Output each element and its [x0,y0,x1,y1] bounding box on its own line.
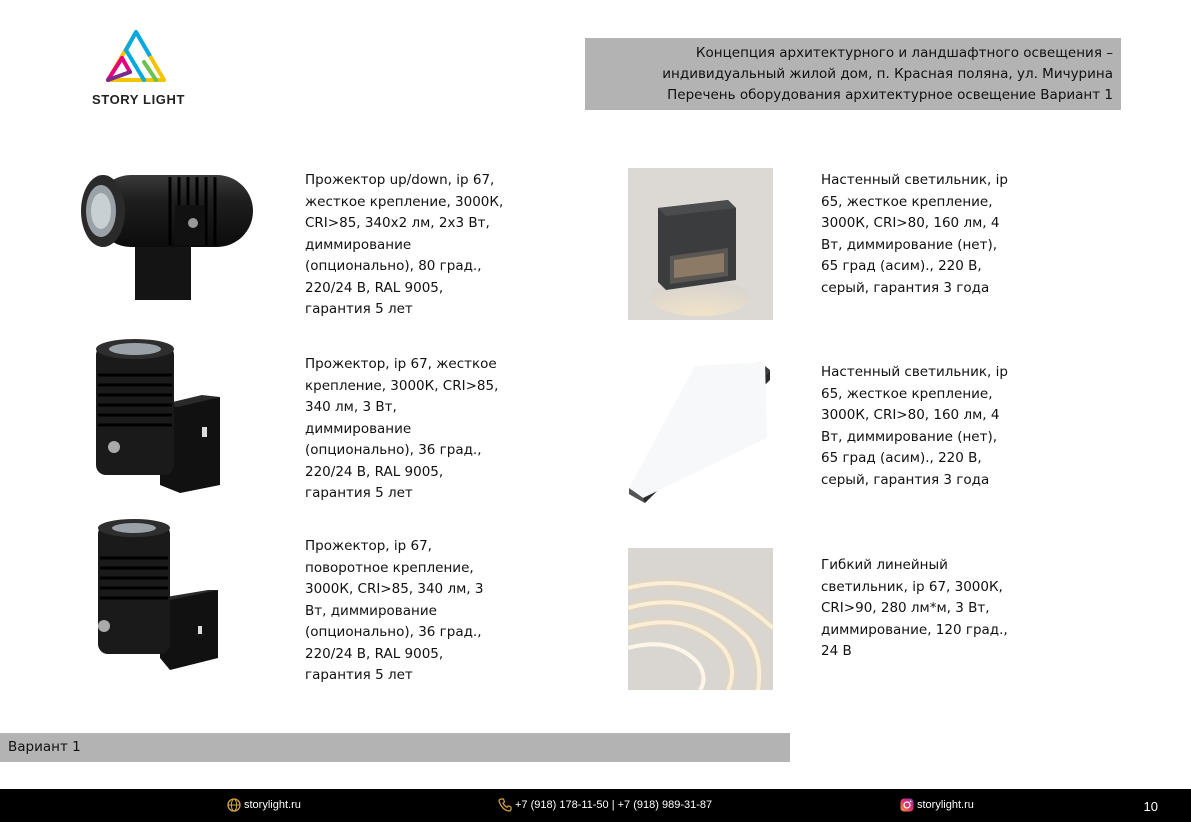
title-line: индивидуальный жилой дом, п. Красная поляна, ул. Мичурина [662,66,1113,82]
product-desc-line: гарантия 5 лет [305,301,413,317]
product-desc-line: Прожектор, ip 67, [305,538,432,554]
product-desc-line: жесткое крепление, 3000К, [305,193,504,210]
title-line: Перечень оборудования архитектурное освещение Вариант 1 [667,87,1113,103]
website-text: storylight.ru [244,799,301,811]
product-description [305,354,498,505]
instagram-text: storylight.ru [917,799,974,811]
product-desc-line: диммирование [305,236,412,253]
product-desc-line: поворотное крепление, [305,559,474,576]
product-description [821,555,1008,663]
product-description [305,170,503,321]
phone-icon [498,798,512,812]
product-desc-line: Прожектор, ip 67, жесткое [305,356,497,372]
footer [0,789,1191,822]
title-line: Концепция архитектурного и ландшафтного освещения – [695,45,1113,61]
product-desc-line: 3000К, CRI>80, 160 лм, 4 [821,215,1000,231]
variant-label: Вариант 1 [0,733,790,762]
product-desc-line: 3000К, CRI>80, 160 лм, 4 [821,407,1000,423]
product-desc-line: Прожектор up/down, ip 67, [305,172,495,188]
product-desc-line: (опционально), 36 град., [305,624,482,640]
brand-logo [90,28,190,108]
product-image-wall-light-step [628,168,773,320]
product-desc-line: CRI>90, 280 лм*м, 3 Вт, [821,600,990,616]
instagram-icon [900,798,914,812]
product-desc-line: 24 В [821,643,852,659]
footer-website-link[interactable] [227,798,301,812]
product-desc-line: Настенный светильник, ip [821,172,1008,188]
product-image-flex-linear-light [628,548,773,690]
product-desc-line: крепление, 3000К, CRI>85, [305,377,499,394]
product-desc-line: 340 лм, 3 Вт, [305,399,397,415]
product-desc-line: 220/24 В, RAL 9005, [305,463,444,480]
globe-icon [227,798,241,812]
product-desc-line: 65 град (асим)., 220 В, [821,258,982,274]
product-desc-line: гарантия 5 лет [305,667,413,683]
product-image-rotary-spotlight [90,518,230,678]
product-image-wall-light-square [625,358,775,503]
product-desc-line: светильник, ip 67, 3000К, [821,578,1003,595]
product-desc-line: Настенный светильник, ip [821,364,1008,380]
product-description [305,536,483,687]
page-number: 10 [1143,799,1158,814]
product-desc-line: Вт, диммирование [305,602,437,619]
product-desc-line: диммирование [305,420,412,437]
product-desc-line: 220/24 В, RAL 9005, [305,279,444,296]
product-desc-line: гарантия 5 лет [305,485,413,501]
product-desc-line: 65, жесткое крепление, [821,193,993,210]
product-desc-line: серый, гарантия 3 года [821,279,990,296]
phones-text: +7 (918) 178-11-50 | +7 (918) 989-31-87 [515,799,713,811]
product-image-box-spotlight [90,335,230,495]
product-desc-line: диммирование, 120 град., [821,621,1008,638]
product-desc-line: (опционально), 36 град., [305,442,482,458]
product-desc-line: 65 град (асим)., 220 В, [821,450,982,466]
footer-phones[interactable] [498,798,712,812]
logo-text: STORY LIGHT [92,92,186,107]
logo-triangle-icon [104,28,168,86]
document-title [585,38,1121,110]
product-desc-line: серый, гарантия 3 года [821,471,990,488]
product-desc-line: 3000К, CRI>85, 340 лм, 3 [305,581,484,597]
product-image-updown-spotlight [75,165,260,305]
product-desc-line: 65, жесткое крепление, [821,385,993,402]
product-desc-line: Вт, диммирование (нет), [821,428,998,445]
product-desc-line: Гибкий линейный [821,557,948,573]
product-desc-line: 220/24 В, RAL 9005, [305,645,444,662]
product-desc-line: (опционально), 80 град., [305,258,482,274]
product-desc-line: Вт, диммирование (нет), [821,236,998,253]
footer-instagram-link[interactable] [900,798,974,812]
product-description [821,362,1008,491]
product-desc-line: CRI>85, 340x2 лм, 2x3 Вт, [305,215,490,231]
product-description [821,170,1008,299]
